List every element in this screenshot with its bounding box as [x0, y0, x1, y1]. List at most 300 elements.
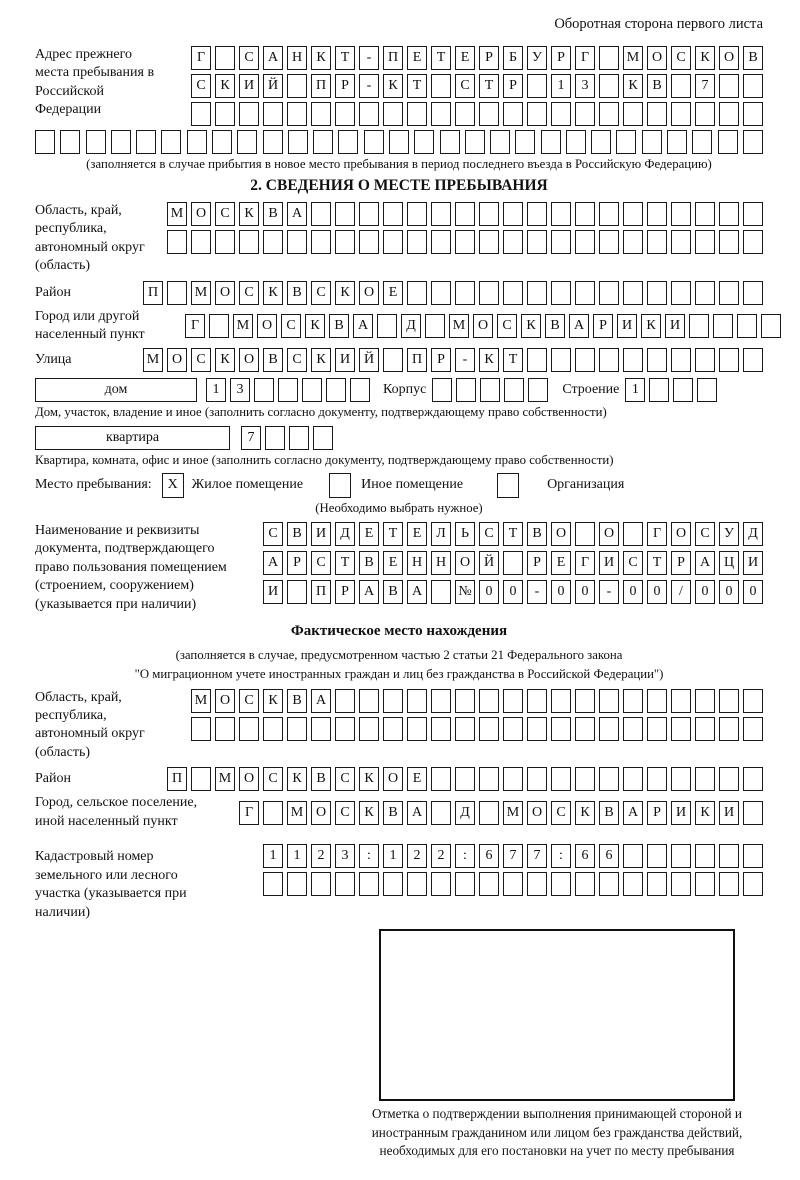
- char-cell[interactable]: П: [311, 580, 331, 604]
- checkbox-org[interactable]: [497, 473, 519, 498]
- char-cell[interactable]: [407, 102, 427, 126]
- char-cell[interactable]: [414, 130, 434, 154]
- char-cell[interactable]: [465, 130, 485, 154]
- char-cell[interactable]: 0: [719, 580, 739, 604]
- char-cell[interactable]: [431, 74, 451, 98]
- char-cell[interactable]: 0: [575, 580, 595, 604]
- char-cell[interactable]: Т: [383, 522, 403, 546]
- char-cell[interactable]: [623, 522, 643, 546]
- char-cell[interactable]: [215, 46, 235, 70]
- char-cell[interactable]: [719, 767, 739, 791]
- char-cell[interactable]: В: [263, 202, 283, 226]
- char-cell[interactable]: Е: [383, 551, 403, 575]
- char-cell[interactable]: [60, 130, 80, 154]
- char-cell[interactable]: [311, 202, 331, 226]
- char-cell[interactable]: [311, 717, 331, 741]
- char-cell[interactable]: [431, 230, 451, 254]
- char-cell[interactable]: В: [311, 767, 331, 791]
- char-cell[interactable]: [743, 801, 763, 825]
- char-cell[interactable]: -: [527, 580, 547, 604]
- char-cell[interactable]: [718, 130, 738, 154]
- char-cell[interactable]: Р: [551, 46, 571, 70]
- char-cell[interactable]: [455, 767, 475, 791]
- char-cell[interactable]: [479, 767, 499, 791]
- char-cell[interactable]: [671, 74, 691, 98]
- char-cell[interactable]: [431, 102, 451, 126]
- char-cell[interactable]: К: [335, 281, 355, 305]
- char-cell[interactable]: [263, 801, 283, 825]
- char-cell[interactable]: [695, 872, 715, 896]
- char-cell[interactable]: А: [407, 801, 427, 825]
- char-cell[interactable]: К: [641, 314, 661, 338]
- char-cell[interactable]: С: [263, 522, 283, 546]
- char-cell[interactable]: [503, 281, 523, 305]
- char-cell[interactable]: Г: [191, 46, 211, 70]
- char-cell[interactable]: [692, 130, 712, 154]
- char-cell[interactable]: [541, 130, 561, 154]
- char-cell[interactable]: [575, 202, 595, 226]
- char-cell[interactable]: И: [743, 551, 763, 575]
- char-cell[interactable]: Д: [455, 801, 475, 825]
- char-cell[interactable]: :: [455, 844, 475, 868]
- char-cell[interactable]: [383, 230, 403, 254]
- char-cell[interactable]: [719, 281, 739, 305]
- char-cell[interactable]: Е: [455, 46, 475, 70]
- char-cell[interactable]: М: [215, 767, 235, 791]
- char-cell[interactable]: Т: [503, 348, 523, 372]
- char-cell[interactable]: [263, 717, 283, 741]
- char-cell[interactable]: [599, 281, 619, 305]
- char-cell[interactable]: [191, 230, 211, 254]
- char-cell[interactable]: [591, 130, 611, 154]
- char-cell[interactable]: [743, 74, 763, 98]
- char-cell[interactable]: [431, 801, 451, 825]
- char-cell[interactable]: 3: [335, 844, 355, 868]
- char-cell[interactable]: А: [263, 46, 283, 70]
- char-cell[interactable]: О: [215, 689, 235, 713]
- char-cell[interactable]: [455, 102, 475, 126]
- char-cell[interactable]: [167, 281, 187, 305]
- char-cell[interactable]: Р: [503, 74, 523, 98]
- char-cell[interactable]: С: [287, 348, 307, 372]
- char-cell[interactable]: С: [671, 46, 691, 70]
- char-cell[interactable]: [440, 130, 460, 154]
- char-cell[interactable]: [551, 202, 571, 226]
- char-cell[interactable]: М: [191, 281, 211, 305]
- char-cell[interactable]: [527, 281, 547, 305]
- char-cell[interactable]: [623, 202, 643, 226]
- char-cell[interactable]: Р: [335, 74, 355, 98]
- char-cell[interactable]: [743, 717, 763, 741]
- char-cell[interactable]: [431, 717, 451, 741]
- char-cell[interactable]: Г: [185, 314, 205, 338]
- char-cell[interactable]: [695, 202, 715, 226]
- char-cell[interactable]: 1: [625, 378, 645, 402]
- char-cell[interactable]: К: [695, 46, 715, 70]
- char-cell[interactable]: [719, 689, 739, 713]
- char-cell[interactable]: Р: [287, 551, 307, 575]
- char-cell[interactable]: О: [239, 348, 259, 372]
- char-cell[interactable]: О: [599, 522, 619, 546]
- char-cell[interactable]: 7: [503, 844, 523, 868]
- char-cell[interactable]: [431, 767, 451, 791]
- char-cell[interactable]: Р: [335, 580, 355, 604]
- char-cell[interactable]: [407, 230, 427, 254]
- char-cell[interactable]: С: [215, 202, 235, 226]
- char-cell[interactable]: [719, 844, 739, 868]
- char-cell[interactable]: Н: [431, 551, 451, 575]
- char-cell[interactable]: [623, 348, 643, 372]
- char-cell[interactable]: С: [239, 689, 259, 713]
- char-cell[interactable]: П: [143, 281, 163, 305]
- checkbox-zhiloe[interactable]: X: [162, 473, 184, 498]
- char-cell[interactable]: Р: [593, 314, 613, 338]
- char-cell[interactable]: В: [287, 281, 307, 305]
- char-cell[interactable]: [719, 717, 739, 741]
- char-cell[interactable]: [551, 717, 571, 741]
- char-cell[interactable]: [287, 230, 307, 254]
- char-cell[interactable]: [359, 689, 379, 713]
- char-cell[interactable]: [575, 522, 595, 546]
- char-cell[interactable]: 6: [599, 844, 619, 868]
- char-cell[interactable]: О: [455, 551, 475, 575]
- char-cell[interactable]: [326, 378, 346, 402]
- char-cell[interactable]: [407, 281, 427, 305]
- char-cell[interactable]: [350, 378, 370, 402]
- char-cell[interactable]: №: [455, 580, 475, 604]
- char-cell[interactable]: [616, 130, 636, 154]
- char-cell[interactable]: 0: [623, 580, 643, 604]
- char-cell[interactable]: [479, 281, 499, 305]
- char-cell[interactable]: М: [191, 689, 211, 713]
- char-cell[interactable]: [527, 102, 547, 126]
- char-cell[interactable]: [527, 74, 547, 98]
- char-cell[interactable]: Т: [647, 551, 667, 575]
- char-cell[interactable]: [503, 230, 523, 254]
- char-cell[interactable]: [719, 348, 739, 372]
- char-cell[interactable]: [575, 767, 595, 791]
- char-cell[interactable]: В: [383, 580, 403, 604]
- char-cell[interactable]: [743, 230, 763, 254]
- char-cell[interactable]: [671, 767, 691, 791]
- char-cell[interactable]: [527, 872, 547, 896]
- char-cell[interactable]: В: [527, 522, 547, 546]
- char-cell[interactable]: 2: [407, 844, 427, 868]
- char-cell[interactable]: К: [215, 74, 235, 98]
- char-cell[interactable]: [359, 717, 379, 741]
- char-cell[interactable]: А: [695, 551, 715, 575]
- char-cell[interactable]: С: [551, 801, 571, 825]
- char-cell[interactable]: [263, 130, 283, 154]
- char-cell[interactable]: [743, 872, 763, 896]
- char-cell[interactable]: [551, 230, 571, 254]
- char-cell[interactable]: П: [407, 348, 427, 372]
- char-cell[interactable]: [695, 844, 715, 868]
- char-cell[interactable]: [551, 767, 571, 791]
- char-cell[interactable]: [515, 130, 535, 154]
- char-cell[interactable]: [479, 230, 499, 254]
- char-cell[interactable]: [623, 767, 643, 791]
- char-cell[interactable]: [647, 689, 667, 713]
- char-cell[interactable]: -: [455, 348, 475, 372]
- char-cell[interactable]: 0: [743, 580, 763, 604]
- char-cell[interactable]: [456, 378, 476, 402]
- char-cell[interactable]: Й: [359, 348, 379, 372]
- char-cell[interactable]: [263, 230, 283, 254]
- char-cell[interactable]: С: [191, 74, 211, 98]
- char-cell[interactable]: О: [257, 314, 277, 338]
- char-cell[interactable]: [383, 872, 403, 896]
- char-cell[interactable]: [671, 872, 691, 896]
- char-cell[interactable]: [528, 378, 548, 402]
- char-cell[interactable]: Т: [431, 46, 451, 70]
- char-cell[interactable]: [479, 801, 499, 825]
- char-cell[interactable]: -: [599, 580, 619, 604]
- char-cell[interactable]: О: [311, 801, 331, 825]
- char-cell[interactable]: К: [359, 801, 379, 825]
- char-cell[interactable]: [287, 717, 307, 741]
- char-cell[interactable]: Т: [335, 551, 355, 575]
- char-cell[interactable]: [215, 230, 235, 254]
- char-cell[interactable]: [623, 230, 643, 254]
- char-cell[interactable]: Д: [335, 522, 355, 546]
- char-cell[interactable]: 6: [575, 844, 595, 868]
- char-cell[interactable]: К: [623, 74, 643, 98]
- char-cell[interactable]: 3: [575, 74, 595, 98]
- char-cell[interactable]: [479, 872, 499, 896]
- char-cell[interactable]: [239, 230, 259, 254]
- char-cell[interactable]: [671, 348, 691, 372]
- char-cell[interactable]: :: [359, 844, 379, 868]
- char-cell[interactable]: С: [239, 281, 259, 305]
- char-cell[interactable]: [239, 717, 259, 741]
- char-cell[interactable]: [695, 281, 715, 305]
- char-cell[interactable]: П: [311, 74, 331, 98]
- char-cell[interactable]: К: [215, 348, 235, 372]
- char-cell[interactable]: [359, 872, 379, 896]
- char-cell[interactable]: О: [671, 522, 691, 546]
- char-cell[interactable]: У: [527, 46, 547, 70]
- char-cell[interactable]: С: [623, 551, 643, 575]
- char-cell[interactable]: [695, 767, 715, 791]
- char-cell[interactable]: И: [665, 314, 685, 338]
- char-cell[interactable]: [719, 74, 739, 98]
- char-cell[interactable]: [278, 378, 298, 402]
- char-cell[interactable]: [254, 378, 274, 402]
- char-cell[interactable]: [479, 717, 499, 741]
- char-cell[interactable]: С: [455, 74, 475, 98]
- char-cell[interactable]: Т: [503, 522, 523, 546]
- char-cell[interactable]: [575, 230, 595, 254]
- char-cell[interactable]: 3: [230, 378, 250, 402]
- char-cell[interactable]: [455, 281, 475, 305]
- char-cell[interactable]: В: [599, 801, 619, 825]
- char-cell[interactable]: [623, 102, 643, 126]
- char-cell[interactable]: О: [359, 281, 379, 305]
- char-cell[interactable]: 2: [431, 844, 451, 868]
- char-cell[interactable]: И: [311, 522, 331, 546]
- char-cell[interactable]: [504, 378, 524, 402]
- char-cell[interactable]: [671, 281, 691, 305]
- char-cell[interactable]: [743, 281, 763, 305]
- char-cell[interactable]: [673, 378, 693, 402]
- char-cell[interactable]: И: [239, 74, 259, 98]
- char-cell[interactable]: [743, 130, 763, 154]
- char-cell[interactable]: О: [191, 202, 211, 226]
- char-cell[interactable]: К: [521, 314, 541, 338]
- char-cell[interactable]: [599, 348, 619, 372]
- char-cell[interactable]: [287, 872, 307, 896]
- char-cell[interactable]: [287, 580, 307, 604]
- char-cell[interactable]: [695, 348, 715, 372]
- char-cell[interactable]: [503, 689, 523, 713]
- char-cell[interactable]: [551, 689, 571, 713]
- char-cell[interactable]: [695, 102, 715, 126]
- char-cell[interactable]: [479, 202, 499, 226]
- char-cell[interactable]: [287, 74, 307, 98]
- char-cell[interactable]: Л: [431, 522, 451, 546]
- char-cell[interactable]: [35, 130, 55, 154]
- char-cell[interactable]: [479, 102, 499, 126]
- char-cell[interactable]: [527, 230, 547, 254]
- char-cell[interactable]: В: [647, 74, 667, 98]
- char-cell[interactable]: А: [569, 314, 589, 338]
- char-cell[interactable]: [431, 580, 451, 604]
- char-cell[interactable]: С: [281, 314, 301, 338]
- char-cell[interactable]: В: [545, 314, 565, 338]
- char-cell[interactable]: Ц: [719, 551, 739, 575]
- char-cell[interactable]: [599, 767, 619, 791]
- char-cell[interactable]: Е: [359, 522, 379, 546]
- char-cell[interactable]: [431, 872, 451, 896]
- char-cell[interactable]: [647, 348, 667, 372]
- char-cell[interactable]: [503, 202, 523, 226]
- char-cell[interactable]: [647, 230, 667, 254]
- char-cell[interactable]: [623, 717, 643, 741]
- char-cell[interactable]: :: [551, 844, 571, 868]
- char-cell[interactable]: [215, 717, 235, 741]
- char-cell[interactable]: [455, 872, 475, 896]
- char-cell[interactable]: [335, 202, 355, 226]
- char-cell[interactable]: [719, 102, 739, 126]
- char-cell[interactable]: [695, 717, 715, 741]
- char-cell[interactable]: [623, 689, 643, 713]
- char-cell[interactable]: К: [305, 314, 325, 338]
- char-cell[interactable]: Р: [479, 46, 499, 70]
- char-cell[interactable]: В: [383, 801, 403, 825]
- char-cell[interactable]: Е: [551, 551, 571, 575]
- char-cell[interactable]: 0: [479, 580, 499, 604]
- char-cell[interactable]: К: [695, 801, 715, 825]
- char-cell[interactable]: [432, 378, 452, 402]
- char-cell[interactable]: А: [353, 314, 373, 338]
- char-cell[interactable]: К: [263, 281, 283, 305]
- char-cell[interactable]: И: [671, 801, 691, 825]
- char-cell[interactable]: [389, 130, 409, 154]
- char-cell[interactable]: [237, 130, 257, 154]
- char-cell[interactable]: [407, 872, 427, 896]
- char-cell[interactable]: [623, 872, 643, 896]
- char-cell[interactable]: [191, 717, 211, 741]
- char-cell[interactable]: [737, 314, 757, 338]
- char-cell[interactable]: 7: [695, 74, 715, 98]
- char-cell[interactable]: [311, 102, 331, 126]
- char-cell[interactable]: Т: [407, 74, 427, 98]
- char-cell[interactable]: В: [329, 314, 349, 338]
- char-cell[interactable]: [599, 717, 619, 741]
- char-cell[interactable]: П: [167, 767, 187, 791]
- char-cell[interactable]: [455, 689, 475, 713]
- char-cell[interactable]: А: [407, 580, 427, 604]
- char-cell[interactable]: С: [497, 314, 517, 338]
- char-cell[interactable]: Д: [743, 522, 763, 546]
- char-cell[interactable]: [364, 130, 384, 154]
- char-cell[interactable]: [187, 130, 207, 154]
- char-cell[interactable]: А: [263, 551, 283, 575]
- char-cell[interactable]: [191, 102, 211, 126]
- char-cell[interactable]: -: [359, 74, 379, 98]
- char-cell[interactable]: [527, 202, 547, 226]
- char-cell[interactable]: Н: [407, 551, 427, 575]
- char-cell[interactable]: [575, 102, 595, 126]
- char-cell[interactable]: К: [311, 46, 331, 70]
- char-cell[interactable]: О: [215, 281, 235, 305]
- char-cell[interactable]: В: [359, 551, 379, 575]
- char-cell[interactable]: [671, 689, 691, 713]
- char-cell[interactable]: [212, 130, 232, 154]
- char-cell[interactable]: 0: [551, 580, 571, 604]
- char-cell[interactable]: [719, 872, 739, 896]
- char-cell[interactable]: [431, 281, 451, 305]
- char-cell[interactable]: [209, 314, 229, 338]
- char-cell[interactable]: С: [479, 522, 499, 546]
- char-cell[interactable]: [263, 872, 283, 896]
- char-cell[interactable]: [359, 202, 379, 226]
- char-cell[interactable]: С: [263, 767, 283, 791]
- char-cell[interactable]: [311, 872, 331, 896]
- char-cell[interactable]: -: [359, 46, 379, 70]
- char-cell[interactable]: [503, 102, 523, 126]
- char-cell[interactable]: Т: [479, 74, 499, 98]
- char-cell[interactable]: В: [263, 348, 283, 372]
- char-cell[interactable]: [719, 230, 739, 254]
- char-cell[interactable]: А: [623, 801, 643, 825]
- char-cell[interactable]: Й: [479, 551, 499, 575]
- char-cell[interactable]: О: [527, 801, 547, 825]
- char-cell[interactable]: [527, 767, 547, 791]
- char-cell[interactable]: [383, 717, 403, 741]
- char-cell[interactable]: И: [263, 580, 283, 604]
- char-cell[interactable]: [713, 314, 733, 338]
- char-cell[interactable]: 7: [241, 426, 261, 450]
- char-cell[interactable]: Н: [287, 46, 307, 70]
- char-cell[interactable]: [649, 378, 669, 402]
- char-cell[interactable]: [575, 281, 595, 305]
- char-cell[interactable]: [167, 230, 187, 254]
- char-cell[interactable]: Й: [263, 74, 283, 98]
- char-cell[interactable]: [265, 426, 285, 450]
- char-cell[interactable]: С: [239, 46, 259, 70]
- char-cell[interactable]: [551, 348, 571, 372]
- char-cell[interactable]: [161, 130, 181, 154]
- char-cell[interactable]: А: [311, 689, 331, 713]
- char-cell[interactable]: [527, 717, 547, 741]
- char-cell[interactable]: И: [617, 314, 637, 338]
- char-cell[interactable]: С: [311, 551, 331, 575]
- char-cell[interactable]: [599, 46, 619, 70]
- char-cell[interactable]: 0: [647, 580, 667, 604]
- char-cell[interactable]: [743, 348, 763, 372]
